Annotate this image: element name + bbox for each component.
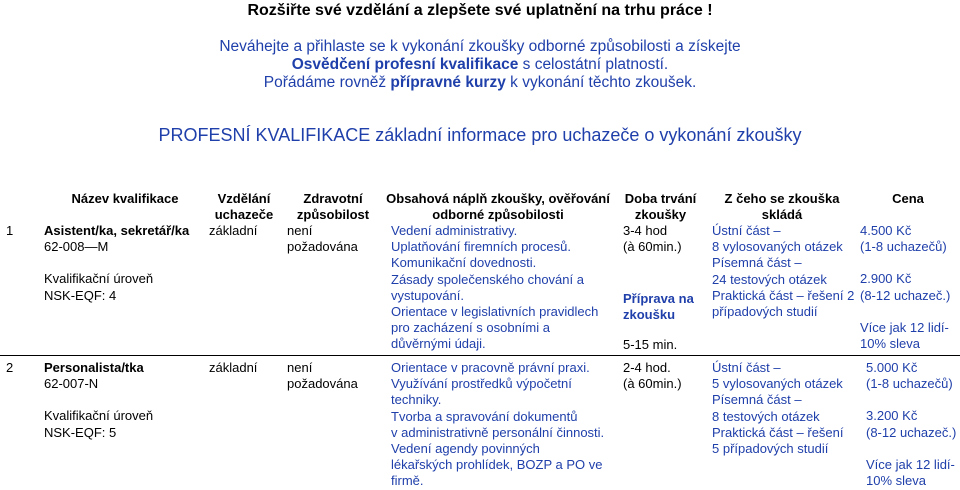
parts-line: Písemná část – <box>712 392 802 408</box>
qualification-code: 62-007-N <box>44 376 99 392</box>
health-line: není <box>287 223 313 238</box>
parts-line: Praktická část – řešení 2 <box>712 287 855 303</box>
promo-intro <box>0 38 960 92</box>
spacer <box>866 392 956 408</box>
qualification-level-label: Kvalifikační úroveň <box>44 271 154 287</box>
price-line: 2.900 Kč <box>860 271 912 287</box>
duration-line: 2-4 hod. <box>623 360 671 375</box>
duration-line: 3-4 hod <box>623 223 668 238</box>
parts-line: Praktická část – řešení <box>712 424 844 440</box>
prep-courses: přípravné kurzy <box>390 74 506 91</box>
prep-cell <box>623 291 694 323</box>
promo-headline: Rozšiřte své vzdělání a zlepšete své uplatnění na trhu práce ! <box>247 2 713 19</box>
parts-line: 5 případových studií <box>712 441 829 457</box>
education-value: základní <box>209 223 258 238</box>
promo-line-1: Neváhejte a přihlaste se k vykonání zkoušky odborné způsobilosti a získejte <box>219 38 741 55</box>
price-line: Více jak 12 lidí- <box>860 319 949 335</box>
certificate-name: Osvědčení profesní kvalifikace <box>291 56 519 73</box>
header-education-line: uchazeče <box>214 207 274 223</box>
spacer <box>44 392 153 408</box>
price-line: (1-8 uchazečů) <box>860 239 947 255</box>
spacer <box>860 304 950 320</box>
parts-line: 5 vylosovaných otázek <box>712 376 843 392</box>
header-content-line: odborné způsobilosti <box>432 207 564 223</box>
qualification-level-label: Kvalifikační úroveň <box>44 408 154 424</box>
section-title: PROFESNÍ KVALIFIKACE základní informace pro uchazeče o vykonání zkoušky <box>158 125 802 145</box>
content-line: lékařských prohlídek, BOZP a PO ve <box>391 457 603 473</box>
qualification-title: Personalista/tka <box>44 360 144 375</box>
content-line: Orientace v legislativních pravidlech <box>391 304 599 320</box>
spacer <box>866 441 956 457</box>
prep-line: zkoušku <box>623 307 676 323</box>
content-line: Tvorba a spravování dokumentů <box>391 408 578 424</box>
content-line: Vedení agendy povinných <box>391 441 540 457</box>
price-line: (1-8 uchazečů) <box>866 376 953 392</box>
education-value: základní <box>209 360 258 375</box>
content-line: pro zacházení s osobními a <box>391 320 550 336</box>
header-education <box>205 191 283 223</box>
header-duration-line: Doba trvání <box>624 191 697 206</box>
parts-line: případových studií <box>712 304 818 320</box>
parts-line: 8 vylosovaných otázek <box>712 239 843 255</box>
duration-cell <box>623 360 682 392</box>
content-line: Uplatňování firemních procesů. <box>391 239 571 255</box>
duration-cell <box>623 223 682 255</box>
qualification-code: 62-008—M <box>44 239 109 255</box>
content-line: Komunikační dovednosti. <box>391 255 537 271</box>
price-cell <box>860 223 950 352</box>
parts-cell <box>712 360 844 457</box>
header-health-line: způsobilost <box>296 207 370 223</box>
header-parts <box>708 191 856 223</box>
price-line: 10% sleva <box>866 473 926 489</box>
header-price: Cena <box>892 191 924 206</box>
parts-line: Ústní část – <box>712 223 781 238</box>
prep-line: Příprava na <box>623 291 694 306</box>
header-duration <box>613 191 708 223</box>
content-line: firmě. <box>391 473 424 489</box>
qualification-title: Asistent/ka, sekretář/ka <box>44 223 190 238</box>
qualification-cell <box>44 360 153 441</box>
row-divider <box>0 355 960 356</box>
parts-line: Ústní část – <box>712 360 781 375</box>
price-line: Více jak 12 lidí- <box>866 456 955 472</box>
price-line: 10% sleva <box>860 336 920 352</box>
qualification-level: NSK-EQF: 5 <box>44 424 117 440</box>
parts-cell <box>712 223 854 320</box>
content-line: Využívání prostředků výpočetní <box>391 376 572 392</box>
content-line: v administrativně personální činnosti. <box>391 424 605 440</box>
header-parts-line: Z čeho se zkouška <box>724 191 840 206</box>
content-line: důvěrnými údaji. <box>391 336 486 352</box>
header-parts-line: skládá <box>761 207 803 223</box>
price-line: (8-12 uchazeč.) <box>860 287 951 303</box>
header-education-line: Vzdělání <box>217 191 271 206</box>
qualification-level: NSK-EQF: 4 <box>44 287 117 303</box>
promo-line-3-rest: k vykonání těchto zkoušek. <box>505 74 697 91</box>
content-line: vystupování. <box>391 287 464 303</box>
header-health <box>283 191 383 223</box>
parts-line: Písemná část – <box>712 255 802 271</box>
promo-line-3 <box>0 74 960 92</box>
content-line: techniky. <box>391 392 442 408</box>
promo-line-3-start: Pořádáme rovněž <box>263 74 391 91</box>
qualification-cell <box>44 223 189 304</box>
price-cell <box>866 360 956 489</box>
price-line: 4.500 Kč <box>860 223 912 238</box>
spacer <box>860 255 950 271</box>
promo-line-2-rest: s celostátní platností. <box>518 56 669 73</box>
row-number: 2 <box>6 360 14 375</box>
header-duration-line: zkoušky <box>634 207 687 223</box>
price-line: 5.000 Kč <box>866 360 918 375</box>
parts-line: 8 testových otázek <box>712 408 820 424</box>
parts-line: 24 testových otázek <box>712 271 827 287</box>
duration-line: (à 60min.) <box>623 239 682 255</box>
health-line: požadována <box>287 239 358 255</box>
spacer <box>44 255 189 271</box>
health-value <box>287 360 358 392</box>
health-line: není <box>287 360 313 375</box>
content-line: Orientace v pracovně právní praxi. <box>391 360 590 375</box>
content-line: Zásady společenského chování a <box>391 271 584 287</box>
content-cell <box>391 360 604 490</box>
header-name: Název kvalifikace <box>71 191 179 206</box>
header-health-line: Zdravotní <box>303 191 363 206</box>
price-line: (8-12 uchazeč.) <box>866 424 957 440</box>
header-content <box>383 191 613 223</box>
health-line: požadována <box>287 376 358 392</box>
health-value <box>287 223 358 255</box>
promo-line-2 <box>0 56 960 74</box>
header-content-line: Obsahová náplň zkoušky, ověřování <box>386 191 610 206</box>
row-number: 1 <box>6 223 14 238</box>
price-line: 3.200 Kč <box>866 408 918 424</box>
prep-time: 5-15 min. <box>623 337 678 352</box>
content-line: Vedení administrativy. <box>391 223 518 238</box>
content-cell <box>391 223 598 353</box>
duration-line: (à 60min.) <box>623 376 682 392</box>
